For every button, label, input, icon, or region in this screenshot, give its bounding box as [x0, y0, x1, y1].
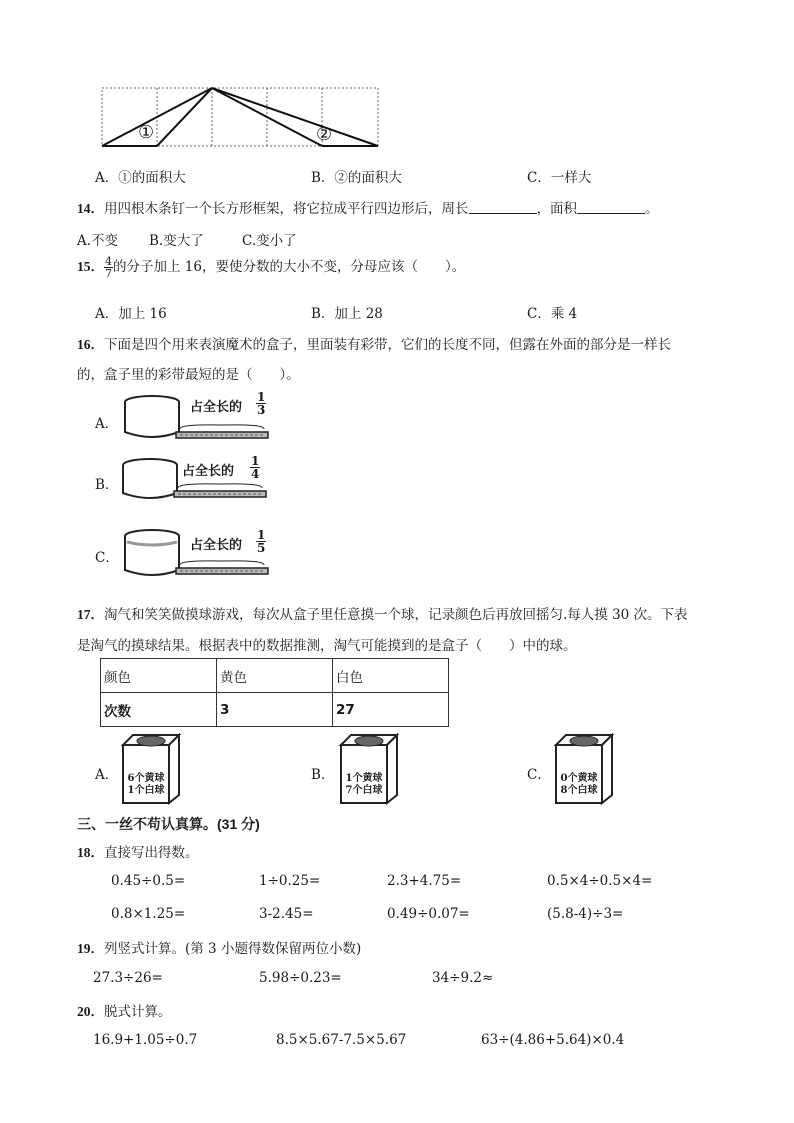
q15-frac-num: 4: [105, 255, 112, 268]
q14-option-b: B.变大了: [149, 233, 204, 249]
table-cell: 27: [333, 693, 449, 727]
q16-c-label: 占全长的: [190, 537, 243, 552]
q18-item: 3-2.45=: [259, 906, 314, 922]
q20-text: 脱式计算。: [104, 1004, 172, 1020]
q18-item: 0.49÷0.07=: [387, 906, 470, 922]
ball-box-a: [119, 733, 183, 805]
q20-question: [77, 1000, 172, 1020]
q18-text: 直接写出得数。: [104, 845, 199, 861]
cube-b-line-2: 7个白球: [345, 785, 383, 796]
q13-option-b: B．②的面积大: [311, 170, 402, 186]
q13-option-c: C．一样大: [527, 170, 592, 186]
q17-option-c-letter: C．: [527, 767, 551, 783]
q18-question: [77, 841, 199, 861]
cube-a-line-2: 1个白球: [127, 785, 165, 796]
q20-item: 8.5×5.67-7.5×5.67: [276, 1032, 407, 1048]
q14-question: [77, 197, 659, 217]
q19-text: 列竖式计算。(第 3 小题得数保留两位小数): [104, 941, 362, 957]
table-row: [101, 693, 449, 727]
q18-item: 1÷0.25=: [259, 873, 321, 889]
q15-text: 的分子加上 16，要使分数的大小不变，分母应该（ ）。: [113, 259, 466, 275]
q18-number: 18．: [77, 845, 104, 860]
q14-number: 14．: [77, 201, 104, 216]
q15-frac-den: 7: [105, 267, 112, 280]
q19-question: [77, 937, 361, 957]
q16-c-num: 1: [257, 528, 266, 542]
q14-option-c: C.变小了: [242, 233, 297, 249]
q16-a-den: 3: [257, 403, 266, 417]
q16-a-num: 1: [257, 390, 266, 404]
q19-item: 34÷9.2≈: [432, 970, 494, 986]
q19-number: 19．: [77, 941, 104, 956]
q16-a-label: 占全长的: [190, 399, 243, 414]
q18-item: 2.3+4.75=: [387, 873, 462, 889]
q16-a-fraction: [256, 391, 266, 416]
cube-a-text: [124, 773, 168, 797]
q19-item: 27.3÷26=: [93, 970, 163, 986]
section-3-heading: 三、一丝不苟认真算。(31 分): [77, 816, 260, 832]
q20-item: 16.9+1.05÷0.7: [93, 1032, 198, 1048]
cube-b-line-1: 1个黄球: [345, 773, 383, 784]
cube-c-line-2: 8个白球: [560, 785, 598, 796]
ball-result-table: [100, 658, 449, 727]
q14-option-a: A.不变: [77, 233, 119, 249]
q19-item: 5.98÷0.23=: [259, 970, 342, 986]
table-row: [101, 659, 449, 693]
q16-text-1: 下面是四个用来表演魔术的盒子，里面装有彩带，它们的长度不同，但露在外面的部分是一样长: [104, 337, 671, 353]
q15-question: [77, 255, 465, 279]
q14-text-3: 。: [645, 201, 659, 217]
q16-c-den: 5: [257, 541, 266, 555]
q16-option-a-letter: A．: [95, 416, 119, 432]
q16-b-fraction: [250, 455, 260, 480]
q16-b-label: 占全长的: [182, 463, 235, 478]
cube-c-line-1: 0个黄球: [560, 773, 598, 784]
q16-option-b-letter: B．: [95, 477, 119, 493]
q15-option-c: C．乘 4: [527, 306, 578, 322]
q16-b-num: 1: [251, 454, 260, 468]
q17-option-b-letter: B．: [311, 767, 335, 783]
q17-line-1: [77, 603, 688, 623]
q18-item: 0.45÷0.5=: [111, 873, 186, 889]
q14-text-1: 用四根木条钉一个长方形框架，将它拉成平行四边形后，周长: [104, 201, 469, 217]
q20-item: 63÷(4.86+5.64)×0.4: [481, 1032, 625, 1048]
q13-option-a: A．①的面积大: [95, 170, 186, 186]
q18-item: 0.5×4÷0.5×4=: [547, 873, 653, 889]
q14-text-2: ，面积: [536, 201, 577, 217]
table-cell: 3: [217, 693, 333, 727]
q16-number: 16．: [77, 337, 104, 352]
table-cell: 颜色: [101, 659, 217, 693]
q17-number: 17．: [77, 607, 104, 622]
triangle-2-label: ②: [316, 124, 333, 145]
ball-box-b: [337, 733, 401, 805]
q15-fraction: [104, 256, 113, 279]
q18-item: (5.8-4)÷3=: [547, 906, 624, 922]
table-cell: 次数: [101, 693, 217, 727]
q16-option-c-letter: C．: [95, 550, 119, 566]
triangle-1-label: ①: [138, 122, 155, 143]
q14-blank-area[interactable]: [577, 202, 645, 214]
q16-c-fraction: [256, 529, 266, 554]
q14-blank-perimeter[interactable]: [469, 202, 537, 214]
q15-number: 15．: [77, 259, 104, 274]
q20-number: 20．: [77, 1004, 104, 1019]
q18-item: 0.8×1.25=: [111, 906, 186, 922]
ball-box-c: [552, 733, 616, 805]
cube-c-text: [557, 773, 601, 797]
cube-a-line-1: 6个黄球: [127, 773, 165, 784]
q16-line-2: 的，盒子里的彩带最短的是（ ）。: [77, 367, 300, 383]
q17-text-1: 淘气和笑笑做摸球游戏，每次从盒子里任意摸一个球，记录颜色后再放回摇匀.每人摸 30 次。下表: [104, 607, 688, 623]
cube-b-text: [342, 773, 386, 797]
table-cell: 黄色: [217, 659, 333, 693]
q15-option-a: A．加上 16: [95, 306, 167, 322]
q15-option-b: B．加上 28: [311, 306, 383, 322]
q16-line-1: [77, 333, 671, 353]
q17-option-a-letter: A．: [95, 767, 119, 783]
table-cell: 白色: [333, 659, 449, 693]
q16-b-den: 4: [251, 467, 260, 481]
q17-line-2: 是淘气的摸球结果。根据表中的数据推测，淘气可能摸到的是盒子（ ）中的球。: [77, 638, 577, 654]
